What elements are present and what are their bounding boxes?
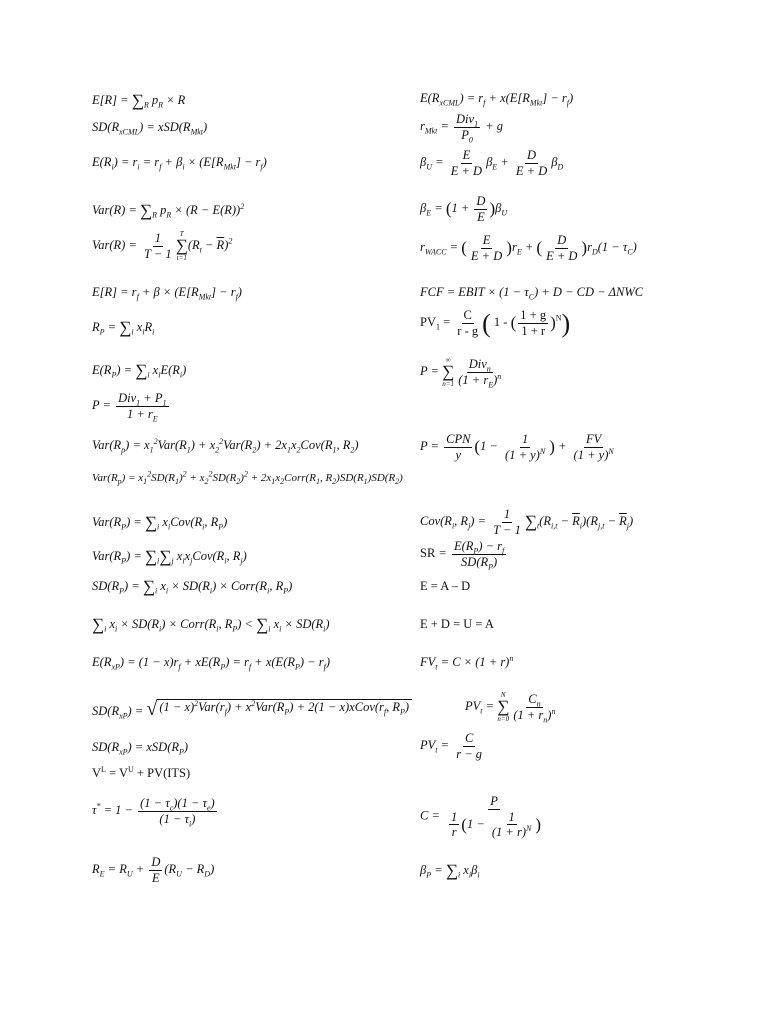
formula-price-one-period: P = $\frac{Div_1 + P_1}{1 + r_E}$ [92, 391, 167, 423]
formula-sd-cml: $SD(R_{xCML}) = xSD(R_{Mkt})$ [92, 120, 208, 137]
formula-combined-sd-simple: $SD(R_{xP}) = xSD(R_P)$ [92, 740, 189, 757]
formula-effective-tax: τ* = 1 − $\frac{(1 - \tau_c)(1 - \tau_e)}{(1 - \tau_i)}$ [92, 796, 215, 828]
formula-variance-sample: Var(R) = $\frac{1}{T - 1}$ T ∑ t=1 $(R_t - \overline{R})^2$ [92, 230, 233, 262]
formula-levered-value: $V^L = V^U + PV(ITS)$ [92, 764, 191, 780]
formula-levered-beta: $\beta_E = (1$ + $\frac{D}{E}$ )$\beta_U$ [420, 194, 508, 224]
formula-covariance: $Cov(R_i$, $R_j$) = $\frac{1}{T - 1}$ $\sum_t(R_{i,t} - \overline{R}_i)(R_{j,t} - \overline{R}_j)$ [420, 507, 634, 537]
formula-portfolio-return: $R_P = \sum_i$ $x_iR_i$ [92, 318, 155, 337]
formula-sml: $E[R] = r_f + \beta \times (E[R_{Mkt}] - r_f)$ [92, 285, 242, 302]
formula-perpetuity: $PV_t$ = $\frac{C}{r - g}$ [420, 731, 483, 761]
formula-market-return: $r_{Mkt}$ = $\frac{Div_1}{P_0}$ + g [420, 112, 503, 144]
formula-portfolio-expected-return: $E(R_P) = \sum_i$ $x_iE(R_i)$ [92, 361, 187, 380]
formula-two-asset-variance: $Var(R_p) = x_1^2Var(R_1) + x_2^2Var(R_2) + 2x_1x_2Cov(R_1$, $R_2$) [92, 436, 359, 455]
formula-combined-expected-return: $E(R_{xP}) = (1 - x)r_f + xE(R_P) = r_f + x(E(R_P) - r_f)$ [92, 655, 331, 672]
formula-annuity-payment: C = P $\frac{1}{r}$ (1 − $\frac{1}{(1 + r)^N}$ ) [420, 794, 542, 839]
formula-present-value-sum: $PV_t$ = N ∑ n=0 $\frac{C_n}{(1 + r_n)^n}$ [465, 691, 556, 724]
formula-fcf: FCF = EBIT × $(1 - \tau_C) + D$ − CD − ΔNWC [420, 285, 644, 302]
formula-growing-annuity: $PV_1$ = $\frac{C}{r - g}$ ( 1 - ( $\frac{1 + g}{1 + r}$ )$^N$) [420, 308, 571, 338]
formula-capm: $E(R_i) = r_i = r_f + \beta_i \times (E[R_{Mkt}] - r_f)$ [92, 155, 267, 172]
formula-wacc: $r_{WACC}$ = ( $\frac{E}{E + D}$ )$r_E$ + ( $\frac{D}{E + D}$ )$r_D(1 - \tau_C)$ [420, 233, 637, 263]
formula-variance-double-sum: $Var(R_P) = \sum_i\sum_j$ $x_ix_jCov(R_i$, $R_j$) [92, 547, 247, 566]
formula-equity-accounting: E = A – D [420, 579, 471, 593]
formula-levered-equity-return: $R_E = R_U$ + $\frac{D}{E}$ $(R_U - R_D)$ [92, 855, 215, 885]
formula-dividend-discount: P = ∞ ∑ n=1 $\frac{Div_n}{(1 + r_E)^n}$ [420, 356, 502, 389]
formula-enterprise-value: E + D = U = A [420, 617, 494, 631]
formula-combined-sd: $SD(R_{xP})$ = √ $(1 - x)^2Var(r_f) + x^2Var(R_P) + 2(1$ − $x)xCov(r_f$, $R_P$) [92, 699, 412, 719]
formula-bond-price: P = $\frac{\text{CPN}}{y}$ (1 − $\frac{1}{(1 + y)^N}$ ) + $\frac{FV}{(1 + y)^N}$ [420, 432, 614, 462]
formula-portfolio-sd: $SD(R_P) = \sum_i$ $x_i \times SD(R_i)$ × $Corr(R_i$, $R_P$) [92, 577, 293, 596]
formula-expected-return: $E[R] = \sum_R$ $p_R \times R$ [92, 91, 186, 110]
formula-variance-cov: $Var(R_P) = \sum_i$ $x_iCov(R_i$, $R_P$) [92, 513, 228, 532]
formula-future-value: $FV_t = C \times (1 + r)^n$ [420, 653, 514, 672]
formula-cml-expected-return: $E(R_{xCML}) = r_f + x(E[R_{Mkt}] - r_f)$ [420, 91, 574, 108]
formula-portfolio-beta: $\beta_P = \sum_i$ $x_i\beta_i$ [420, 861, 480, 880]
formula-sharpe-ratio: SR = $\frac{E(R_P) - r_f}{SD(R_P)}$ [420, 539, 505, 571]
formula-unlevered-beta: $\beta_U$ = $\frac{E}{E + D}$ $\beta_E$ + $\frac{D}{E + D}$ $\beta_D$ [420, 148, 564, 178]
formula-two-asset-variance-corr: $Var(R_p) = x_1^2SD(R_1)^2 + x_2^2SD(R_2)^2$ + $2x_1x_2Corr(R_1$, $R_2)SD(R_1)SD(R_2)$ [92, 469, 403, 487]
formula-variance-prob: $Var(R) = \sum_R$ $p_R \times (R - E(R))^2$ [92, 201, 245, 220]
formula-diversification-inequality: $\sum_i$ $x_i \times SD(R_i)$ × $Corr(R_i$, $R_P) < \sum_i$ $x_i \times SD(R_i)$ [92, 615, 330, 634]
